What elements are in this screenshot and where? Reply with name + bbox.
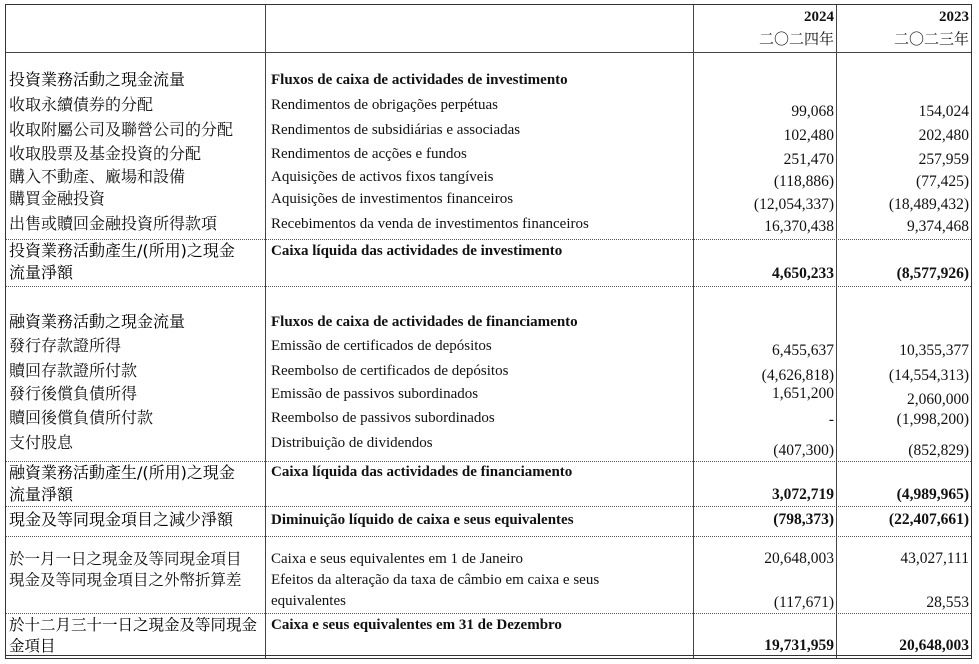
row-label-pt: Caixa e seus equivalentes em 1 de Janeiro [271, 551, 523, 567]
table-row [6, 94, 971, 118]
row-label-pt: equivalentes [271, 593, 346, 609]
row-label-pt: Distribuição de dividendos [271, 435, 433, 451]
financing-title-row [6, 311, 971, 335]
section-rule [6, 536, 971, 537]
table-row [6, 335, 971, 359]
value-2024: 1,651,200 [772, 385, 834, 402]
cash-flow-statement-table [5, 4, 972, 659]
year-2024: 2024 [804, 9, 834, 25]
year-2024-zh: 二〇二四年 [758, 30, 834, 48]
value-2023: 10,355,377 [899, 342, 969, 359]
row-label-zh: 購入不動產、廠場和設備 [9, 167, 186, 186]
value-2023: (4,989,965) [896, 486, 969, 503]
value-2024: (118,886) [773, 173, 834, 190]
bottom-double-rule [6, 655, 971, 659]
row-label-pt: Recebimentos da venda de investimentos financeiros [271, 216, 589, 232]
value-2024: (117,671) [773, 594, 834, 611]
table-row [6, 213, 971, 237]
investing-title-pt: Fluxos de caixa de actividades de investimento [271, 72, 568, 88]
row-label-zh: 收取永續債券的分配 [9, 95, 154, 114]
value-2023: (8,577,926) [896, 265, 969, 282]
row-label-zh: 發行存款證所得 [9, 336, 122, 355]
table-row [6, 119, 971, 143]
row-label-zh: 投資業務活動產生/(所用)之現金 [9, 241, 235, 260]
value-2024: 102,480 [783, 127, 834, 144]
row-label-pt: Aquisições de activos fixos tangíveis [271, 169, 494, 185]
value-2023: 9,374,468 [907, 218, 969, 235]
value-2024: (407,300) [773, 442, 834, 459]
value-2023: 20,648,003 [899, 637, 969, 654]
row-label-zh: 流量淨額 [9, 485, 74, 504]
value-2023: (852,829) [908, 442, 969, 459]
fx-effect-row [6, 569, 971, 613]
row-label-pt: Reembolso de certificados de depósitos [271, 363, 509, 379]
value-2024: (798,373) [773, 511, 834, 528]
financing-title-zh: 融資業務活動之現金流量 [9, 312, 186, 331]
row-label-zh: 贖回存款證所付款 [9, 361, 138, 380]
row-label-zh: 融資業務活動產生/(所用)之現金 [9, 463, 235, 482]
row-label-zh: 金項目 [9, 637, 56, 655]
table-row [6, 432, 971, 459]
value-2024: 20,648,003 [764, 550, 834, 567]
financing-title-pt: Fluxos de caixa de actividades de financiamento [271, 314, 578, 330]
financing-net-row [6, 461, 971, 505]
row-label-pt: Efeitos da alteração da taxa de câmbio em caixa e seus [271, 572, 600, 588]
table-row [6, 407, 971, 431]
row-label-zh: 於十二月三十一日之現金及等同現金 [9, 616, 258, 634]
investing-net-row [6, 239, 971, 285]
row-label-pt: Caixa líquida das actividades de investimento [271, 243, 563, 259]
value-2024: 6,455,637 [772, 342, 834, 359]
section-rule [6, 286, 971, 287]
row-label-zh: 收取股票及基金投資的分配 [9, 144, 202, 163]
table-row [6, 188, 971, 212]
row-label-zh: 流量淨額 [9, 263, 74, 282]
value-2023: (77,425) [916, 173, 969, 190]
closing-balance-row [6, 614, 971, 658]
row-label-zh: 收取附屬公司及聯營公司的分配 [9, 120, 234, 139]
investing-title-zh: 投資業務活動之現金流量 [9, 70, 186, 89]
header-year-zh-row [6, 28, 971, 52]
table-row [6, 360, 971, 384]
year-2023: 2023 [939, 9, 969, 25]
year-2023-zh: 二〇二三年 [893, 30, 969, 48]
table-row [6, 383, 971, 407]
value-2024: - [828, 411, 834, 428]
row-label-pt: Rendimentos de obrigações perpétuas [271, 97, 499, 113]
value-2023: 202,480 [918, 127, 969, 144]
row-label-pt: Rendimentos de subsidiárias e associadas [271, 122, 521, 138]
value-2024: 251,470 [783, 151, 834, 168]
value-2023: (1,998,200) [896, 411, 969, 428]
value-2023: (22,407,661) [888, 511, 969, 528]
row-label-pt: Caixa líquida das actividades de financiamento [271, 464, 573, 480]
value-2024: (4,626,818) [761, 367, 834, 384]
value-2023: 43,027,111 [900, 550, 969, 567]
value-2023: 154,024 [918, 103, 969, 120]
row-label-zh: 現金及等同現金項目之外幣折算差 [9, 571, 242, 589]
value-2023: 28,553 [926, 594, 969, 611]
row-label-zh: 出售或贖回金融投資所得款項 [9, 214, 218, 233]
row-label-zh: 購買金融投資 [9, 189, 106, 208]
value-2023: (18,489,432) [888, 196, 969, 213]
net-decrease-row [6, 509, 971, 533]
row-label-pt: Emissão de certificados de depósitos [271, 338, 492, 354]
row-label-pt: Caixa e seus equivalentes em 31 de Dezembro [271, 617, 562, 633]
value-2024: 19,731,959 [764, 637, 834, 654]
value-2024: 4,650,233 [772, 265, 834, 282]
value-2024: 99,068 [791, 103, 834, 120]
table-row [6, 166, 971, 190]
row-label-zh: 贖回後償負債所付款 [9, 408, 154, 427]
value-2023: 2,060,000 [907, 391, 969, 408]
table-row [6, 143, 971, 167]
row-label-pt: Emissão de passivos subordinados [271, 386, 479, 402]
value-2023: 257,959 [918, 151, 969, 168]
row-label-zh: 於一月一日之現金及等同現金項目 [9, 550, 242, 568]
header-year-row [6, 6, 971, 30]
row-label-zh: 現金及等同現金項目之減少淨額 [9, 510, 234, 529]
row-label-zh: 發行後償負債所得 [9, 384, 138, 403]
investing-title-row [6, 69, 971, 93]
value-2024: 3,072,719 [772, 486, 834, 503]
header-rule [6, 52, 971, 53]
row-label-pt: Reembolso de passivos subordinados [271, 410, 495, 426]
row-label-zh: 支付股息 [9, 433, 74, 452]
row-label-pt: Aquisições de investimentos financeiros [271, 191, 514, 207]
section-rule [6, 506, 971, 507]
value-2024: 16,370,438 [764, 218, 834, 235]
value-2024: (12,054,337) [753, 196, 834, 213]
row-label-pt: Rendimentos de acções e fundos [271, 146, 467, 162]
value-2023: (14,554,313) [888, 367, 969, 384]
row-label-pt: Diminuição líquido de caixa e seus equivalentes [271, 512, 574, 528]
